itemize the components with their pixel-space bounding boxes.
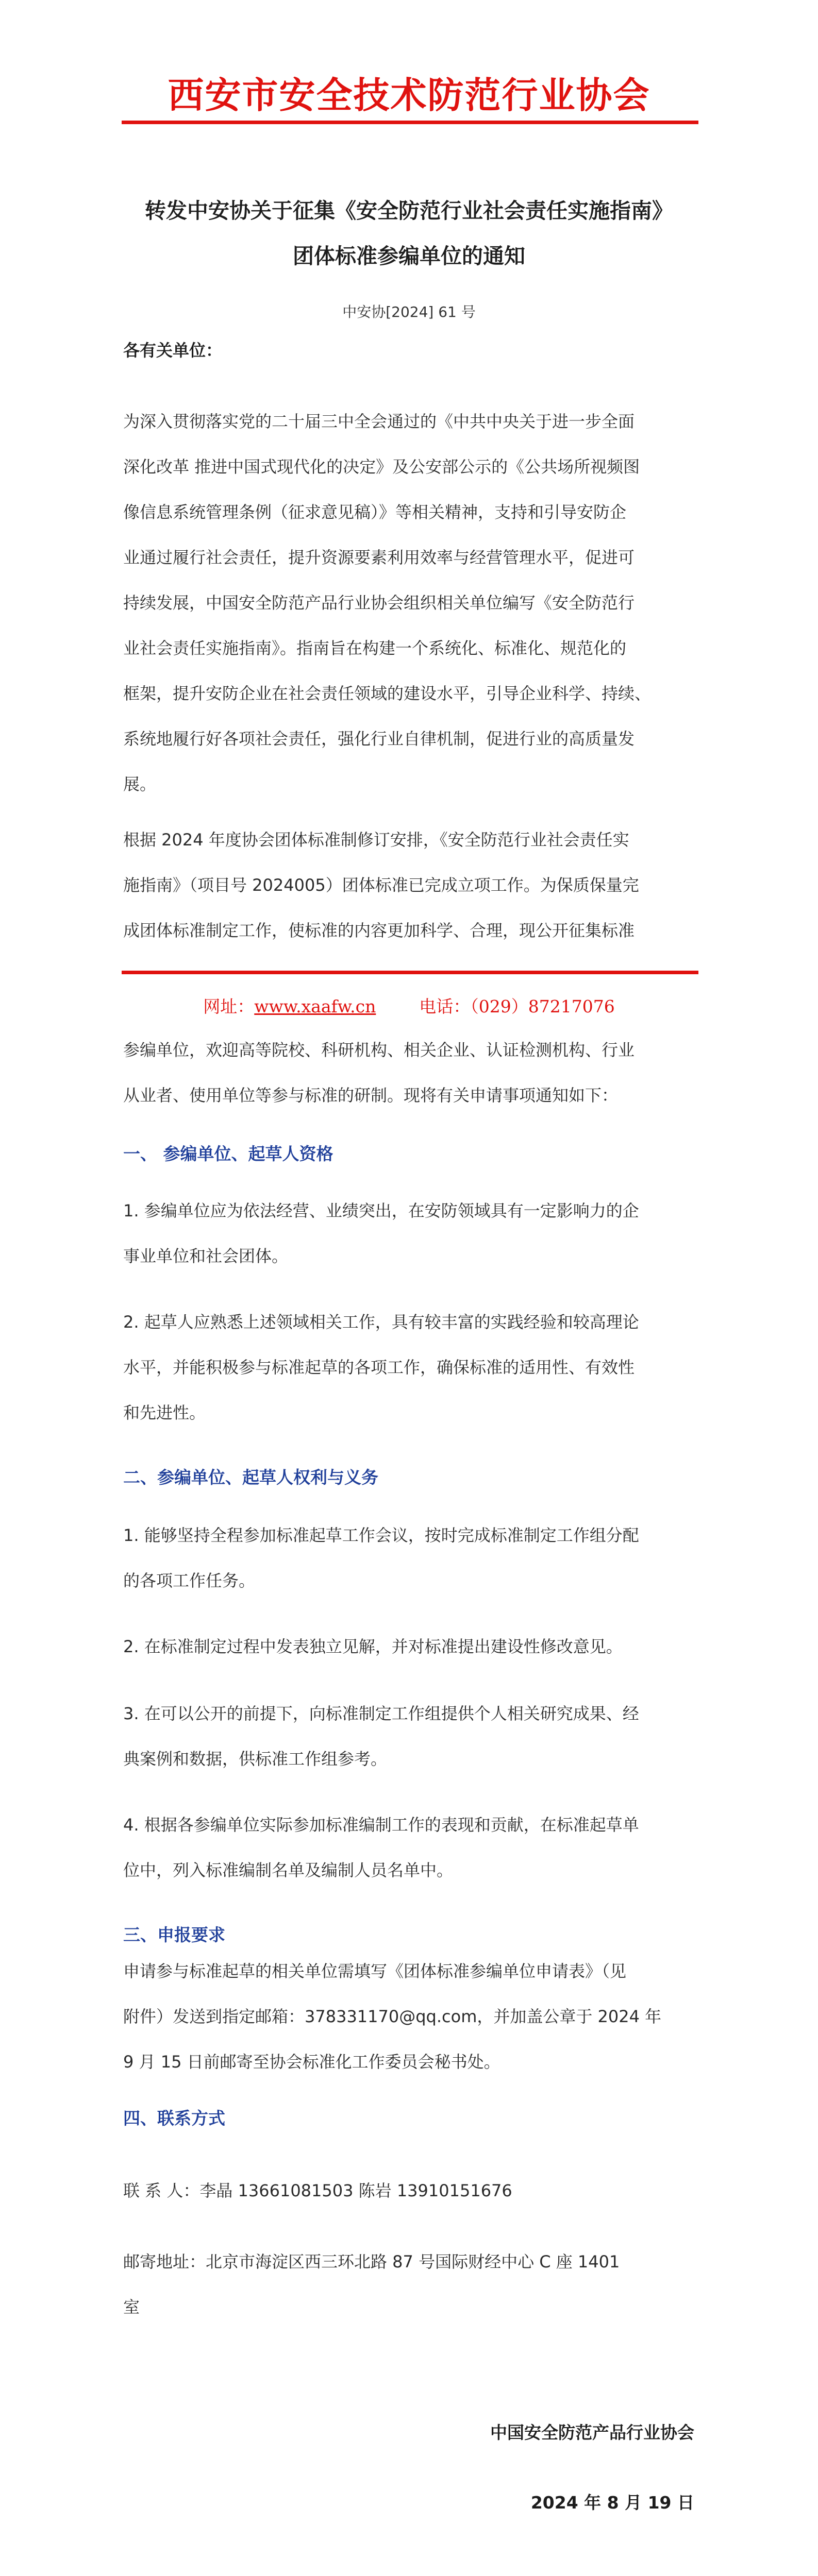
signature-date: 2024 年 8 月 19 日 [530,2493,694,2513]
notice-title-line2: 团体标准参编单位的通知 [293,244,525,268]
phone-number: （029）87217076 [470,996,615,1016]
document-number: 中安协[2024] 61 号 [342,303,476,320]
paragraph-line: 展。 [123,774,157,794]
section4-heading: 四、联系方式 [123,2108,225,2128]
phone-label: 电话： [419,996,471,1016]
section2-item4-line: 4. 根据各参编单位实际参加标准编制工作的表现和贡献，在标准起草单 [123,1815,639,1835]
section2-item3-line: 3. 在可以公开的前提下，向标准制定工作组提供个人相关研究成果、经 [123,1704,639,1723]
paragraph-line: 业社会责任实施指南》。指南旨在构建一个系统化、标准化、规范化的 [123,638,627,658]
section2-item2: 2. 在标准制定过程中发表独立见解，并对标准提出建设性修改意见。 [123,1637,623,1656]
paragraph-line: 系统地履行好各项社会责任，强化行业自律机制，促进行业的高质量发 [123,729,635,749]
masthead-title: 西安市安全技术防范行业协会 [168,74,650,116]
section1-item2-line: 2. 起草人应熟悉上述领域相关工作，具有较丰富的实践经验和较高理论 [123,1312,639,1332]
section2-item4-line: 位中，列入标准编制名单及编制人员名单中。 [123,1860,454,1880]
notice-title-line1: 转发中安协关于征集《安全防范行业社会责任实施指南》 [145,198,673,223]
section3-heading: 三、申报要求 [123,1925,225,1945]
signature-organization: 中国安全防范产品行业协会 [490,2422,694,2443]
section1-item1-line: 事业单位和社会团体。 [123,1246,289,1266]
mailing-address-line: 室 [123,2297,140,2317]
website-label: 网址： [203,996,255,1016]
section2-heading: 二、参编单位、起草人权利与义务 [123,1467,378,1487]
paragraph-line: 成团体标准制定工作，使标准的内容更加科学、合理，现公开征集标准 [123,921,635,940]
section2-item1-line: 的各项工作任务。 [123,1571,256,1590]
website-link[interactable]: www.xaafw.cn [254,996,376,1016]
section1-item2-line: 水平，并能积极参与标准起草的各项工作，确保标准的适用性、有效性 [123,1358,635,1377]
section2-item3-line: 典案例和数据，供标准工作组参考。 [123,1749,388,1769]
section1-item2-line: 和先进性。 [123,1403,206,1422]
page-divider [122,971,698,974]
contact-persons: 联 系 人：李晶 13661081503 陈岩 13910151676 [123,2181,512,2200]
paragraph-line: 为深入贯彻落实党的二十届三中全会通过的《中共中央关于进一步全面 [123,412,635,431]
paragraph-line: 参编单位，欢迎高等院校、科研机构、相关企业、认证检测机构、行业 [123,1040,635,1060]
masthead-divider [122,121,698,124]
section3-line: 申请参与标准起草的相关单位需填写《团体标准参编单位申请表》（见 [123,1961,627,1981]
section2-item1-line: 1. 能够坚持全程参加标准起草工作会议，按时完成标准制定工作组分配 [123,1526,639,1545]
section1-heading: 一、 参编单位、起草人资格 [123,1144,333,1164]
section3-line: 附件）发送到指定邮箱：378331170@qq.com，并加盖公章于 2024 年 [123,2007,662,2026]
paragraph-line: 业通过履行社会责任，提升资源要素利用效率与经营管理水平，促进可 [123,548,635,567]
mailing-address-line: 邮寄地址：北京市海淀区西三环北路 87 号国际财经中心 C 座 1401 [123,2252,620,2272]
paragraph-line: 像信息系统管理条例（征求意见稿）》等相关精神，支持和引导安防企 [123,502,627,522]
section3-line: 9 月 15 日前邮寄至协会标准化工作委员会秘书处。 [123,2052,500,2072]
paragraph-line: 持续发展，中国安全防范产品行业协会组织相关单位编写《安全防范行 [123,593,635,613]
contact-bar [0,996,818,1017]
paragraph-line: 根据 2024 年度协会团体标准制修订安排，《安全防范行业社会责任实 [123,830,629,850]
paragraph-line: 施指南》（项目号 2024005）团体标准已完成立项工作。为保质保量完 [123,875,639,895]
paragraph-line: 深化改革 推进中国式现代化的决定》及公安部公示的《公共场所视频图 [123,457,640,477]
paragraph-line: 框架，提升安防企业在社会责任领域的建设水平，引导企业科学、持续、 [123,684,652,703]
salutation: 各有关单位： [123,341,223,360]
section1-item1-line: 1. 参编单位应为依法经营、业绩突出，在安防领域具有一定影响力的企 [123,1201,639,1221]
paragraph-line: 从业者、使用单位等参与标准的研制。现将有关申请事项通知如下： [123,1086,619,1105]
